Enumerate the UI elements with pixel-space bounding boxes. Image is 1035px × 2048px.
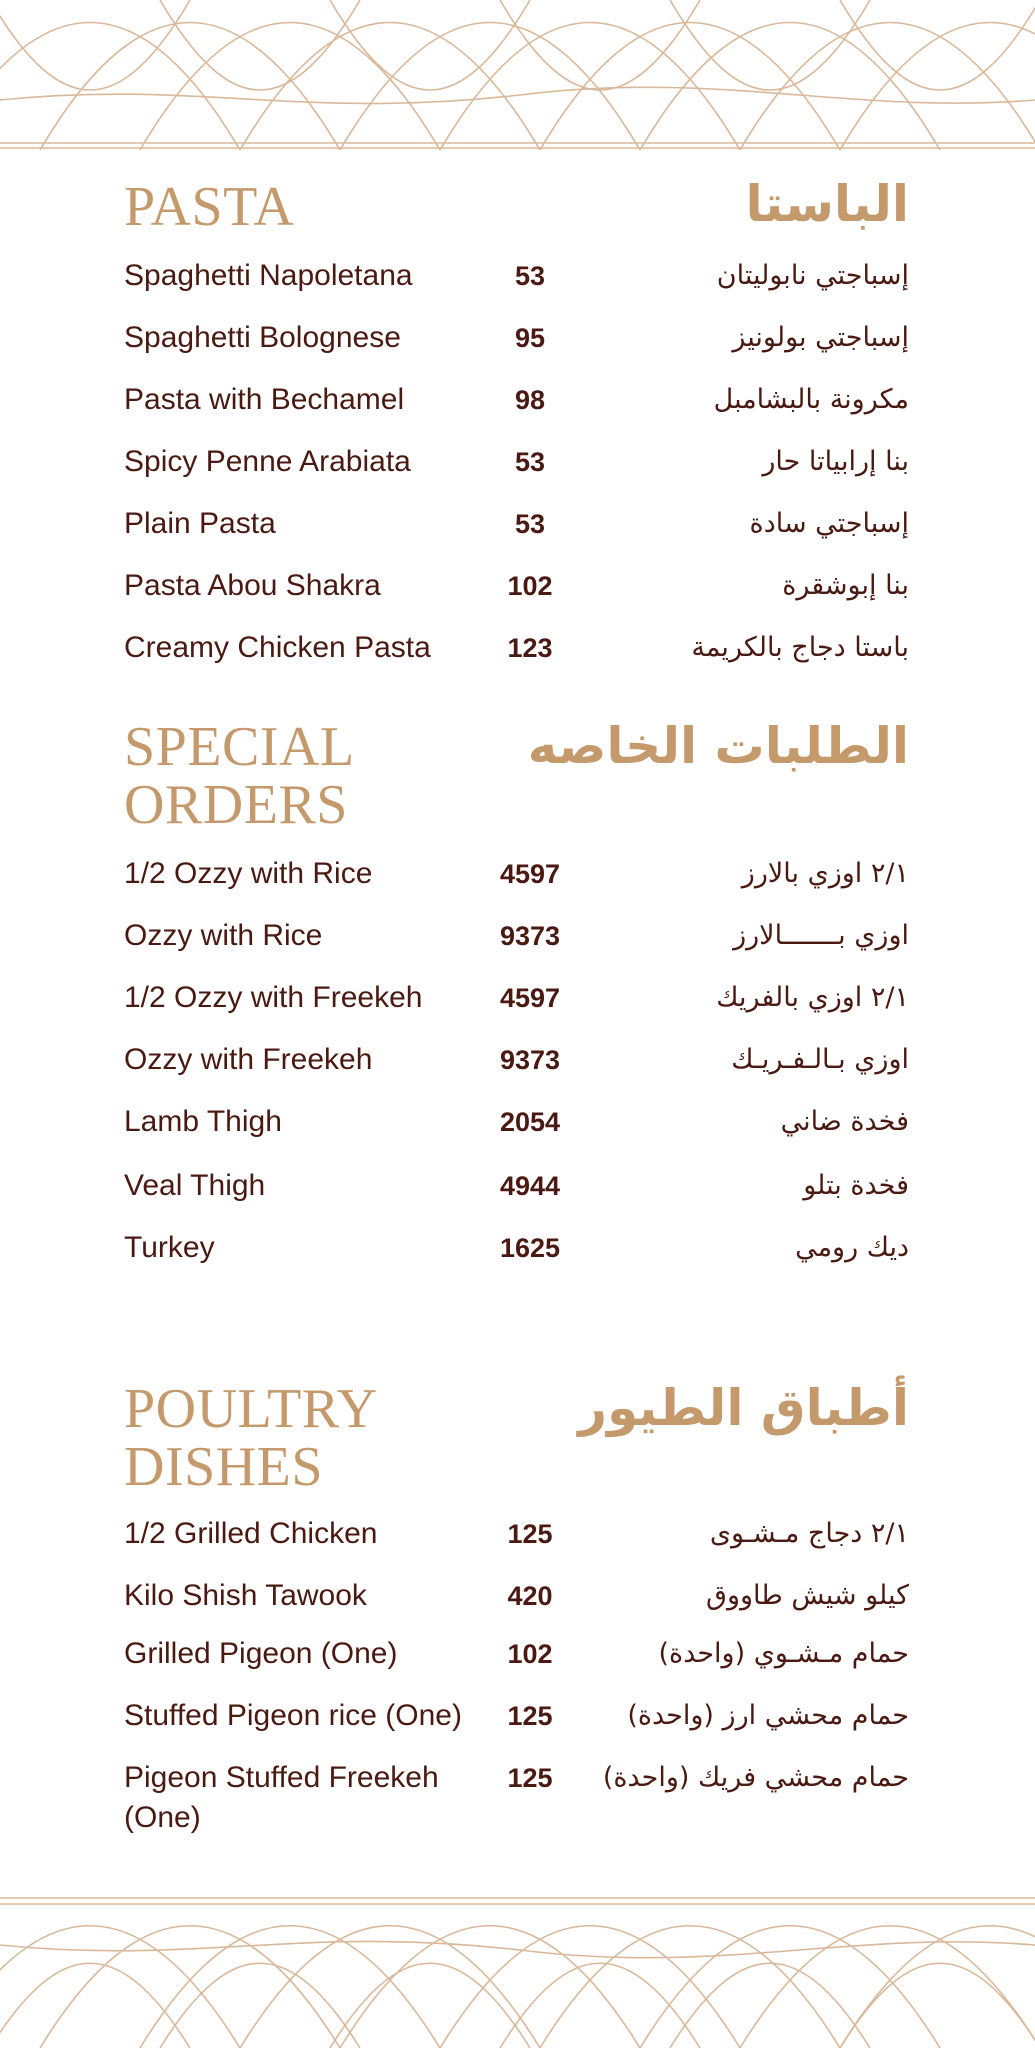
item-name-ar: فخدة بتلو (803, 1170, 909, 1201)
item-name-ar: اوزي بـالـفـريـك (731, 1044, 909, 1075)
item-price: 53 (514, 509, 546, 539)
item-name-ar: إسباجتي سادة (749, 508, 909, 539)
item-price: 102 (507, 571, 553, 601)
item-name-ar: ٢/١ اوزي بالارز (741, 858, 909, 889)
item-price: 53 (514, 447, 546, 477)
item-name-en: Pasta Abou Shakra (124, 569, 381, 602)
item-name-ar: ٢/١ دجاج مـشـوى (709, 1518, 909, 1549)
item-name-en: Stuffed Pigeon rice (One) (124, 1699, 462, 1732)
item-name-ar: حمام محشي ارز (واحدة) (627, 1700, 909, 1731)
item-price: 4597 (499, 983, 561, 1013)
item-name-ar: اوزي بـــــــالارز (733, 920, 909, 951)
top-decorative-pattern (0, 0, 1035, 150)
item-name-ar: ٢/١ اوزي بالفريك (716, 982, 909, 1013)
item-price: 4944 (499, 1171, 561, 1201)
item-price: 98 (514, 385, 546, 415)
section-title-ar: أطباق الطيور (578, 1379, 909, 1437)
item-name-ar: مكرونة بالبشامبل (713, 384, 909, 415)
item-name-ar: حمام محشي فريك (واحدة) (602, 1762, 909, 1793)
item-name-ar: فخدة ضاني (780, 1106, 909, 1137)
item-name-en: Ozzy with Freekeh (124, 1043, 373, 1076)
item-name-en: Turkey (124, 1231, 215, 1264)
item-price: 123 (507, 633, 553, 663)
item-name-en: Lamb Thigh (124, 1105, 282, 1138)
section-title-en: SPECIAL ORDERS (124, 716, 355, 836)
item-price: 95 (514, 323, 546, 353)
item-name-en: Pigeon Stuffed Freekeh (One) (124, 1761, 439, 1834)
item-name-ar: حمام مـشـوي (واحدة) (658, 1638, 909, 1669)
item-price: 125 (507, 1519, 553, 1549)
section-title-en: POULTRY DISHES (124, 1378, 378, 1498)
item-price: 102 (507, 1639, 553, 1669)
item-name-en: Ozzy with Rice (124, 919, 323, 952)
item-name-en: Plain Pasta (124, 507, 276, 540)
item-name-ar: إسباجتي بولونيز (732, 322, 909, 353)
item-name-ar: بنا إرابياتا حار (762, 446, 909, 477)
item-name-en: Spaghetti Napoletana (124, 259, 413, 292)
item-price: 125 (507, 1763, 553, 1793)
bottom-decorative-pattern (0, 1895, 1035, 2048)
item-name-ar: ديك رومي (795, 1232, 909, 1263)
section-title-en: PASTA (124, 176, 295, 238)
item-name-en: Pasta with Bechamel (124, 383, 405, 416)
item-name-ar: كيلو شيش طاووق (706, 1580, 909, 1611)
section-title-ar: الطلبات الخاصه (527, 717, 909, 775)
item-price: 125 (507, 1701, 553, 1731)
item-price: 1625 (499, 1233, 561, 1263)
item-name-ar: بنا إبوشقرة (782, 570, 909, 601)
item-price: 9373 (499, 1045, 561, 1075)
item-name-en: 1/2 Ozzy with Rice (124, 857, 373, 890)
item-price: 420 (507, 1581, 553, 1611)
item-name-en: Spicy Penne Arabiata (124, 445, 411, 478)
item-name-en: Grilled Pigeon (One) (124, 1637, 398, 1670)
item-price: 9373 (499, 921, 561, 951)
item-price: 2054 (499, 1107, 561, 1137)
item-name-en: 1/2 Ozzy with Freekeh (124, 981, 423, 1014)
section-title-ar: الباستا (745, 175, 909, 233)
item-name-ar: إسباجتي نابوليتان (716, 260, 909, 291)
item-price: 4597 (499, 859, 561, 889)
item-name-en: Veal Thigh (124, 1169, 266, 1202)
item-price: 53 (514, 261, 546, 291)
item-name-en: Kilo Shish Tawook (124, 1579, 367, 1612)
item-name-en: Creamy Chicken Pasta (124, 631, 431, 664)
item-name-en: Spaghetti Bolognese (124, 321, 401, 354)
item-name-en: 1/2 Grilled Chicken (124, 1517, 378, 1550)
item-name-ar: باستا دجاج بالكريمة (691, 632, 909, 663)
